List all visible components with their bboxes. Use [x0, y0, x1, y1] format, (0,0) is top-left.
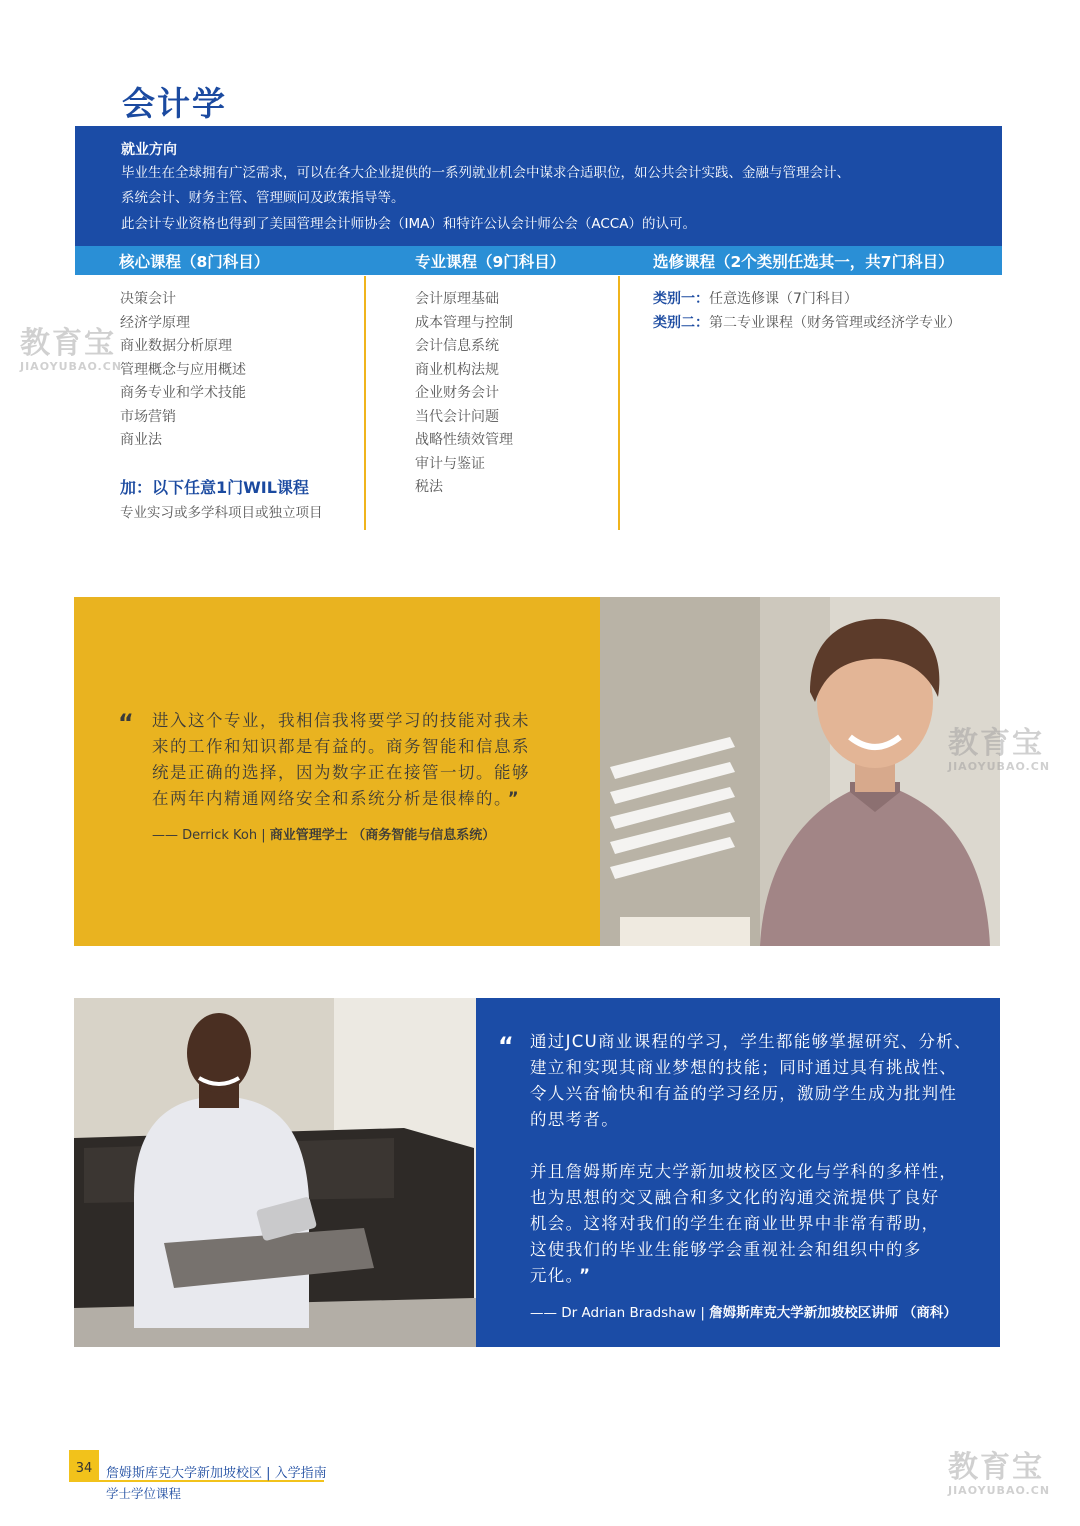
list-item: 当代会计问题 [415, 409, 499, 425]
list-item: 商业法 [120, 432, 162, 448]
career-heading: 就业方向 [121, 142, 177, 158]
core-courses-header: 核心课程（8门科目） [119, 253, 270, 271]
quote-line: 建立和实现其商业梦想的技能；同时通过具有挑战性、 [530, 1058, 958, 1077]
column-divider [618, 276, 620, 530]
quote-line: 这使我们的毕业生能够学会重视社会和组织中的多 [530, 1240, 922, 1259]
quote-line: 机会。这将对我们的学生在商业世界中非常有帮助， [530, 1214, 940, 1233]
watermark-logo: 教育宝 [948, 1450, 1044, 1485]
open-quote-icon: “ [118, 709, 134, 737]
quote-text: 元化。 [530, 1266, 576, 1285]
close-quote-icon: ” [579, 1266, 592, 1285]
list-item: 会计信息系统 [415, 338, 499, 354]
student-quote-card [74, 597, 600, 946]
watermark-logo: 教育宝 [20, 326, 116, 361]
list-item: 商务专业和学术技能 [120, 385, 246, 401]
attribution-name: —— Dr Adrian Bradshaw | [530, 1305, 710, 1321]
quote-line [530, 1262, 591, 1286]
list-item: 管理概念与应用概述 [120, 362, 246, 378]
list-item: 决策会计 [120, 291, 176, 307]
quote-line: 的思考者。 [530, 1110, 619, 1129]
quote-attribution [152, 824, 495, 843]
list-item [653, 312, 961, 332]
quote-line [152, 785, 520, 809]
attribution-name: —— Derrick Koh | [152, 828, 270, 843]
elective-category-text: 第二专业课程（财务管理或经济学专业） [709, 315, 961, 331]
career-line: 毕业生在全球拥有广泛需求，可以在各大企业提供的一系列就业机会中谋求合适职位，如公共会计实践、金融与管理会计、 [121, 165, 850, 181]
page-title: 会计学 [122, 84, 227, 123]
close-quote-icon: ” [507, 789, 521, 808]
list-item: 税法 [415, 479, 443, 495]
attribution-role: 商业管理学士 （商务智能与信息系统） [269, 828, 496, 843]
list-item: 审计与鉴证 [415, 456, 485, 472]
list-item [653, 288, 858, 308]
quote-line: 也为思想的交叉融合和多文化的沟通交流提供了良好 [530, 1188, 940, 1207]
watermark [948, 728, 1050, 773]
quote-line: 统是正确的选择，因为数字正在接管一切。能够 [152, 763, 530, 782]
quote-line: 令人兴奋愉快和有益的学习经历，激励学生成为批判性 [530, 1084, 958, 1103]
course-header-bar [75, 246, 1002, 275]
lecturer-quote-card [476, 998, 1000, 1347]
list-item: 经济学原理 [120, 315, 190, 331]
watermark-url: JIAOYUBAO.CN [20, 360, 123, 373]
major-courses-header: 专业课程（9门科目） [415, 253, 566, 271]
career-section [75, 126, 1002, 246]
list-item: 商业数据分析原理 [120, 338, 232, 354]
quote-line: 并且詹姆斯库克大学新加坡校区文化与学科的多样性， [530, 1162, 958, 1181]
list-item: 企业财务会计 [415, 385, 499, 401]
footer-title: 詹姆斯库克大学新加坡校区 | 入学指南 [106, 1466, 327, 1481]
open-quote-icon: “ [498, 1032, 514, 1060]
list-item: 战略性绩效管理 [415, 432, 513, 448]
list-item: 商业机构法规 [415, 362, 499, 378]
elective-category-label: 类别一： [653, 291, 709, 307]
elective-category-label: 类别二： [653, 315, 709, 331]
career-line: 系统会计、财务主管、管理顾问及政策指导等。 [121, 190, 405, 206]
wil-heading: 加：以下任意1门WIL课程 [120, 478, 309, 497]
watermark-logo: 教育宝 [948, 726, 1044, 761]
page-number: 34 [69, 1450, 99, 1480]
watermark [20, 328, 122, 373]
quote-line: 通过JCU商业课程的学习，学生都能够掌握研究、分析、 [530, 1032, 972, 1051]
list-item: 市场营销 [120, 409, 176, 425]
list-item: 会计原理基础 [415, 291, 499, 307]
student-photo [600, 597, 1000, 946]
elective-courses-header: 选修课程（2个类别任选其一，共7门科目） [653, 253, 954, 271]
watermark [948, 1452, 1050, 1497]
column-divider [364, 276, 366, 530]
attribution-role: 詹姆斯库克大学新加坡校区讲师 （商科） [709, 1305, 957, 1321]
quote-line: 来的工作和知识都是有益的。商务智能和信息系 [152, 737, 530, 756]
watermark-url: JIAOYUBAO.CN [948, 1484, 1051, 1497]
quote-text: 在两年内精通网络安全和系统分析是很棒的。 [152, 789, 504, 808]
list-item: 成本管理与控制 [415, 315, 513, 331]
quote-line: 进入这个专业，我相信我将要学习的技能对我未 [152, 711, 530, 730]
watermark-url: JIAOYUBAO.CN [948, 760, 1051, 773]
elective-category-text: 任意选修课（7门科目） [709, 291, 858, 307]
wil-description: 专业实习或多学科项目或独立项目 [120, 505, 323, 521]
quote-attribution [530, 1301, 957, 1321]
lecturer-photo [74, 998, 476, 1347]
career-line: 此会计专业资格也得到了美国管理会计师协会（IMA）和特许公认会计师公会（ACCA）的认可。 [121, 216, 696, 232]
footer-subtitle: 学士学位课程 [106, 1486, 182, 1501]
